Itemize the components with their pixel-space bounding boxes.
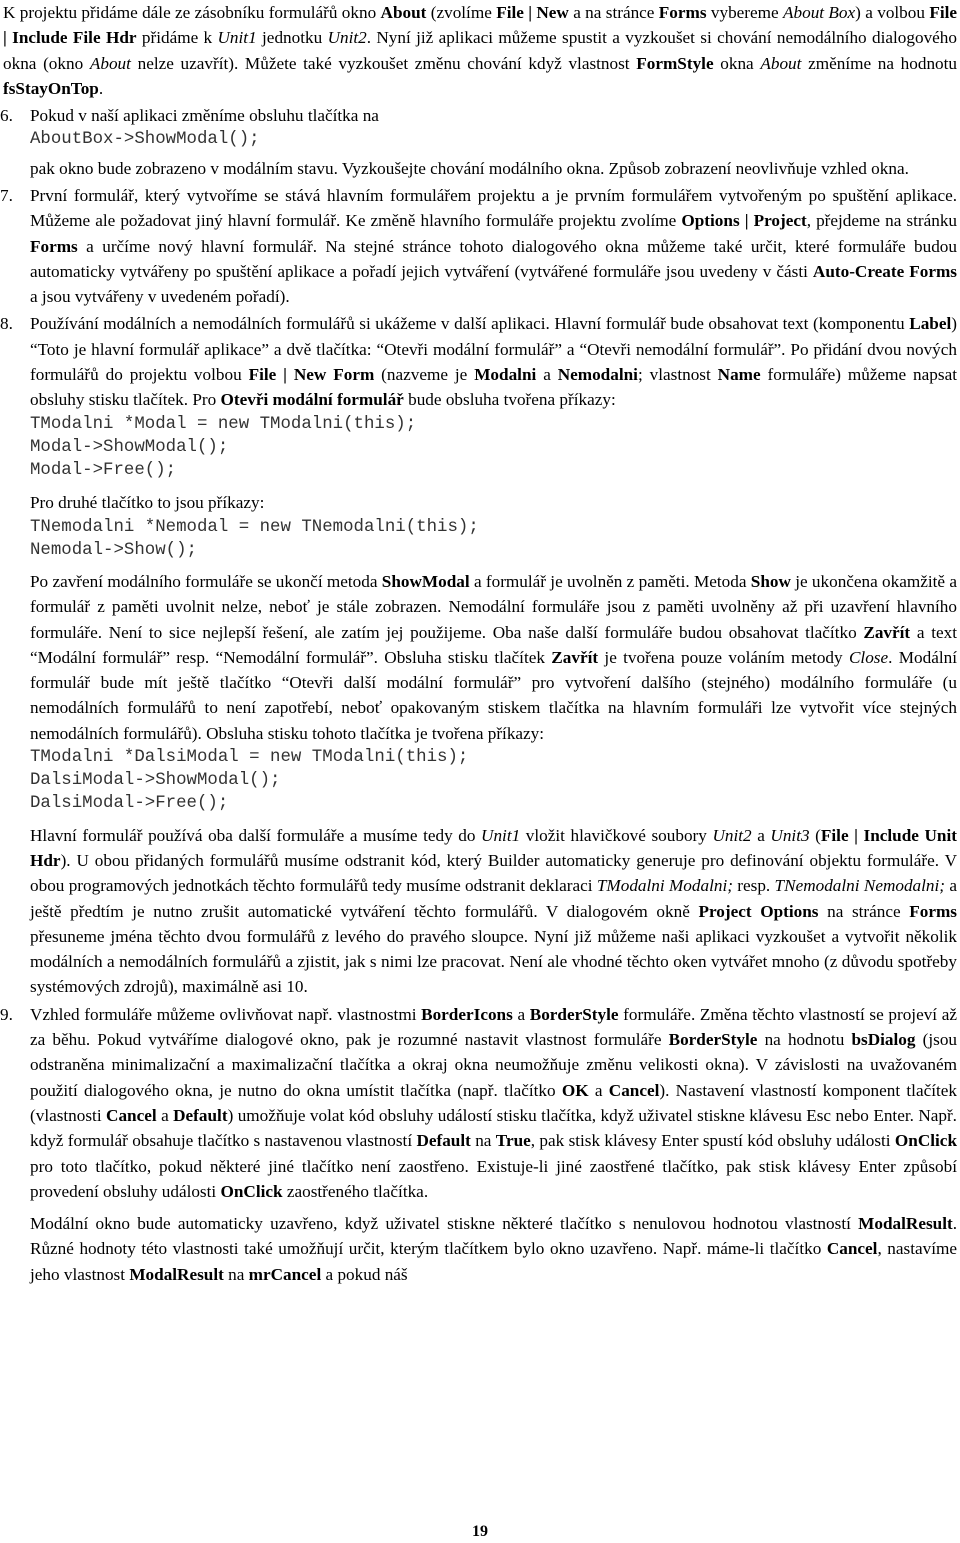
- paragraph: Pokud v naší aplikaci změníme obsluhu tlačítka na: [30, 106, 379, 126]
- list-item-8: [0, 311, 958, 999]
- paragraph: Modální okno bude automaticky uzavřeno, když uživatel stiskne některé tlačítko s nenulovou hodnotou vlastností ModalResult. Různé hodnoty této vlastnosti také umožňují určit, kterým tlačítkem bylo okno uzavřeno. Např. máme-li tlačítko Cancel, nastavíme jeho vlastnost ModalResult na mrCancel a pokud náš: [30, 1214, 957, 1284]
- paragraph: První formulář, který vytvoříme se stává hlavním formulářem projektu a je prvním formulářem vytvořeným po spuštění aplikace. Můžeme ale požadovat jiný hlavní formulář. Ke změně hlavního formuláře projektu zvolíme Options | Project, přejdeme na stránku Forms a určíme nový hlavní formulář. Na stejné stránce tohoto dialogového okna můžeme také určit, které formuláře budou automaticky vytvářeny po spuštění aplikace a pořadí jejich vytváření (vytvářené formuláře jsou uvedeny v části Auto-Create Forms a jsou vytvářeny v uvedeném pořadí).: [30, 185, 958, 307]
- list-number: 6.: [0, 106, 13, 126]
- code-line: DalsiModal->ShowModal();: [30, 771, 281, 791]
- paragraph: Po zavření modálního formuláře se ukončí metoda ShowModal a formulář je uvolněn z paměti. Metoda Show je ukončena okamžitě a formulář z paměti uvolnit nelze, neboť je stále zobrazen. Nemodální formuláře jsou z paměti uvolněny až při uzavření hlavního formuláře. Není to sice nejlepší řešení, ale zatím jej použijeme. Oba naše další formuláře budou obsahovat tlačítko Zavřít a text “Modální formulář” resp. “Nemodální formulář”. Obsluha stisku tlačítek Zavřít je tvořena pouze voláním metody Close. Modální formulář bude mít ještě tlačítko “Otevři další modální formulář” pro vytvoření dalšího (stejného) modálního formuláře (u nemodálních formulářů to není zapotřebí, neboť opakovaným stiskem tlačítka na hlavním formuláři lze vytvořit více stejných nemodálních formulářů). Obsluha stisku tohoto tlačítka je tvořena příkazy:: [30, 571, 958, 743]
- paragraph: Používání modálních a nemodálních formulářů si ukážeme v další aplikaci. Hlavní formulář bude obsahovat text (komponentu Label) “Toto je hlavní formulář aplikace” a dvě tlačítka: “Otevři modální formulář” a “Otevři nemodální formulář”. Po přidání dvou nových formulářů do projektu volbou File | New Form (nazveme je Modalni a Nemodalni; vlastnost Name formuláře) můžeme napsat obsluhy stisku tlačítek. Pro Otevři modální formulář bude obsluha tvořena příkazy:: [30, 314, 957, 410]
- code-line: DalsiModal->Free();: [30, 794, 229, 814]
- list-item-7: [0, 183, 958, 309]
- paragraph: Pro druhé tlačítko to jsou příkazy:: [30, 493, 265, 513]
- paragraph: pak okno bude zobrazeno v modálním stavu. Vyzkoušejte chování modálního okna. Způsob zobrazení neovlivňuje vzhled okna.: [30, 158, 909, 178]
- list-number: 8.: [0, 314, 13, 334]
- paragraph: Hlavní formulář používá oba další formuláře a musíme tedy do Unit1 vložit hlavičkové soubory Unit2 a Unit3 (File | Include Unit Hdr). U obou přidaných formulářů musíme odstranit kód, který Builder automaticky generuje pro definování objektu formuláře. V obou programových jednotkách těchto formulářů tedy musíme odstranit deklaraci TModalni Modalni; resp. TNemodalni Nemodalni; a ještě předtím je nutno zrušit automatické vytváření těchto formulářů. V dialogovém okně Project Options na stránce Forms přesuneme jména těchto dvou formulářů z levého do pravého sloupce. Nyní již můžeme naši aplikaci vyzkoušet a vytvořit několik modálních a nemodálních formulářů a zjistit, jak s nimi lze pracovat. Není ale vhodné těchto oken vytvářet mnoho (z důvodu spotřeby systémových zdrojů), maximálně asi 10.: [30, 825, 957, 997]
- code-line: TModalni *Modal = new TModalni(this);: [30, 414, 417, 434]
- code-line: Nemodal->Show();: [30, 540, 197, 560]
- list-number: 7.: [0, 185, 13, 205]
- code-line: Modal->ShowModal();: [30, 437, 229, 457]
- list-item-9: [0, 1002, 958, 1287]
- code-line: AboutBox->ShowModal();: [30, 130, 260, 150]
- list-item-6: [0, 103, 957, 181]
- page-number: 19: [472, 1523, 488, 1540]
- code-line: Modal->Free();: [30, 461, 177, 481]
- list-number: 9.: [0, 1004, 13, 1024]
- paragraph: Vzhled formuláře můžeme ovlivňovat např. vlastnostmi BorderIcons a BorderStyle formuláře. Změna těchto vlastností se projeví až za běhu. Pokud vytváříme dialogové okno, pak je rozumné nastavit vlastnost formuláře BorderStyle na hodnotu bsDialog (jsou odstraněna minimalizační a maximalizační tlačítka a okraj okna neumožňuje změnu velikosti okna). V závislosti na uvažovaném použití dialogového okna, je nutno do okna umístit tlačítka (např. tlačítko OK a Cancel). Nastavení vlastností komponent tlačítek (vlastnosti Cancel a Default) umožňuje volat kód obsluhy událostí stisku tlačítka, když uživatel stiskne klávesu Esc nebo Enter. Např. když formulář obsahuje tlačítko s nastavenou vlastností Default na True, pak stisk klávesy Enter spustí kód obsluhy události OnClick pro toto tlačítko, pokud některé jiné tlačítko není zaostřeno. Existuje-li jiné zaostřené tlačítko, pak stisk klávesy Enter způsobí provedení obsluhy události OnClick zaostřeného tlačítka.: [30, 1004, 958, 1201]
- code-line: TNemodalni *Nemodal = new TNemodalni(this);: [30, 517, 479, 537]
- code-line: TModalni *DalsiModal = new TModalni(this);: [30, 748, 469, 768]
- intro-paragraph: K projektu přidáme dále ze zásobníku formulářů okno About (zvolíme File | New a na stránce Forms vybereme About Box) a volbou File | Include File Hdr přidáme k Unit1 jednotku Unit2. Nyní již aplikaci můžeme spustit a vyzkoušet si chování nemodálního dialogového okna (okno About nelze uzavřít). Můžete také vyzkoušet změnu chování když vlastnost FormStyle okna About změníme na hodnotu fsStayOnTop.: [3, 3, 958, 98]
